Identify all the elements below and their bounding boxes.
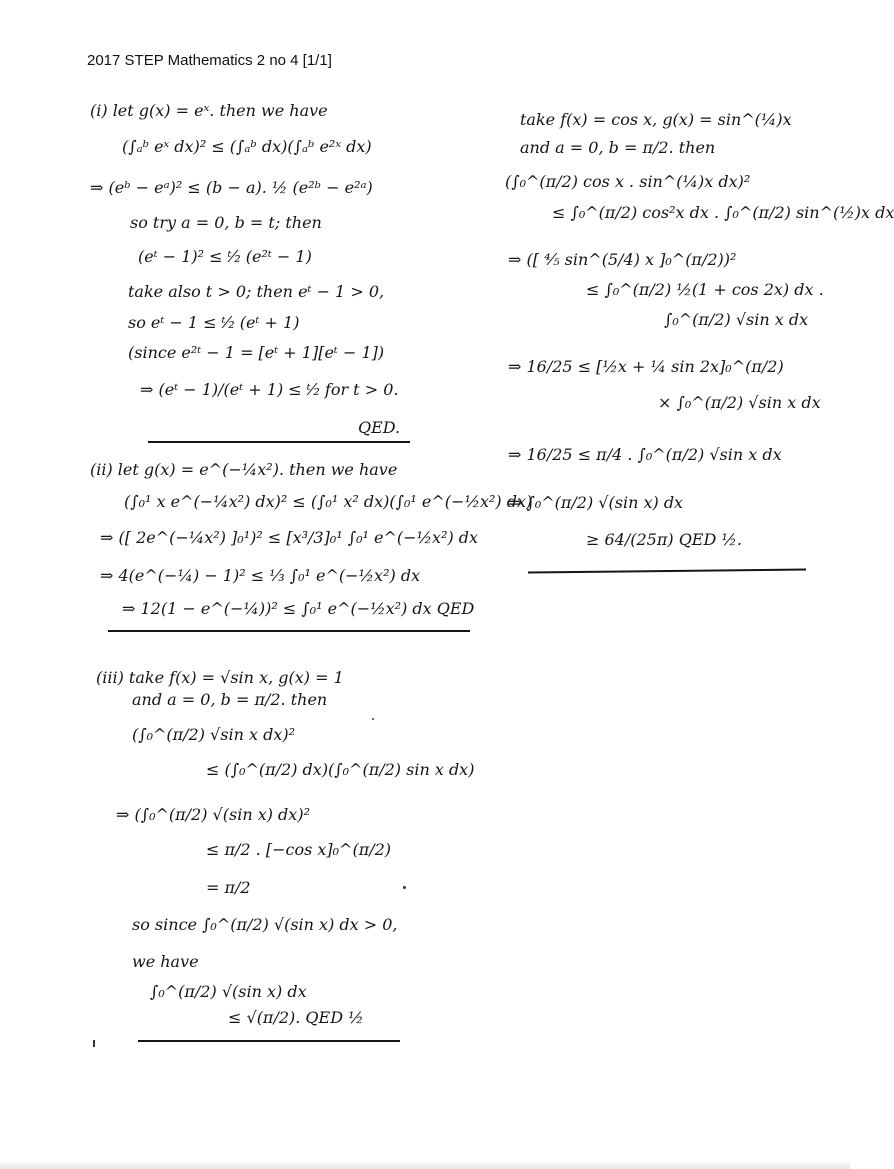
part-i-line-6: take also t > 0; then eᵗ − 1 > 0, — [128, 282, 385, 301]
part-iii-cont-line-8: ⇒ 16/25 ≤ [½x + ¼ sin 2x]₀^(π/2) — [508, 357, 784, 376]
part-iii-line-8: so since ∫₀^(π/2) √(sin x) dx > 0, — [132, 915, 398, 934]
part-iii-qed: ≤ √(π/2). QED ½ — [228, 1008, 364, 1027]
part-iii-line-2: and a = 0, b = π/2. then — [132, 690, 328, 709]
section-rule-3 — [138, 1040, 400, 1042]
part-iii-cont-line-1: take f(x) = cos x, g(x) = sin^(¼)x — [520, 110, 792, 129]
part-i-line-1: (i) let g(x) = eˣ. then we have — [90, 101, 328, 120]
part-i-qed: QED. — [358, 418, 401, 437]
part-i-line-4: so try a = 0, b = t; then — [130, 213, 322, 232]
part-i-line-2: (∫ₐᵇ eˣ dx)² ≤ (∫ₐᵇ dx)(∫ₐᵇ e²ˣ dx) — [122, 137, 372, 156]
scan-speck — [93, 1040, 95, 1047]
part-iii-cont-line-2: and a = 0, b = π/2. then — [520, 138, 716, 157]
part-iii-line-9: we have — [132, 952, 199, 971]
part-iii-cont-line-3: (∫₀^(π/2) cos x . sin^(¼)x dx)² — [505, 172, 751, 191]
page-header: 2017 STEP Mathematics 2 no 4 [1/1] — [87, 52, 332, 69]
part-iii-cont-line-7: ∫₀^(π/2) √sin x dx — [664, 310, 809, 329]
part-iii-line-7: = π/2 — [206, 878, 251, 897]
part-iii-line-10: ∫₀^(π/2) √(sin x) dx — [150, 982, 307, 1001]
scan-bottom-edge — [0, 1160, 850, 1169]
scan-speck — [403, 886, 406, 889]
part-ii-line-1: (ii) let g(x) = e^(−¼x²). then we have — [90, 460, 398, 479]
part-iii-cont-line-4: ≤ ∫₀^(π/2) cos²x dx . ∫₀^(π/2) sin^(½)x dx — [552, 203, 894, 222]
part-i-line-3: ⇒ (eᵇ − eᵃ)² ≤ (b − a). ½ (e²ᵇ − e²ᵃ) — [90, 178, 373, 197]
scan-speck — [372, 718, 374, 720]
part-i-line-8: (since e²ᵗ − 1 = [eᵗ + 1][eᵗ − 1]) — [128, 343, 385, 362]
part-iii-cont-line-11: ⇒ ∫₀^(π/2) √(sin x) dx — [508, 493, 684, 512]
part-ii-line-5: ⇒ 12(1 − e^(−¼))² ≤ ∫₀¹ e^(−½x²) dx QED — [122, 599, 475, 618]
part-ii-line-3: ⇒ ([ 2e^(−¼x²) ]₀¹)² ≤ [x³/3]₀¹ ∫₀¹ e^(−½x²) dx — [100, 528, 479, 547]
part-iii-cont-line-9: × ∫₀^(π/2) √sin x dx — [658, 393, 821, 412]
part-iii-cont-line-5: ⇒ ([ ⅘ sin^(5/4) x ]₀^(π/2))² — [508, 250, 737, 269]
part-iii-cont-qed: ≥ 64/(25π) QED ½. — [586, 530, 742, 549]
part-i-line-5: (eᵗ − 1)² ≤ ᵗ⁄₂ (e²ᵗ − 1) — [138, 247, 312, 266]
section-rule-4 — [528, 569, 806, 574]
part-iii-line-6: ≤ π/2 . [−cos x]₀^(π/2) — [206, 840, 392, 859]
section-rule-2 — [108, 630, 470, 632]
section-rule-1 — [148, 441, 410, 443]
part-iii-line-3: (∫₀^(π/2) √sin x dx)² — [132, 725, 295, 744]
part-iii-cont-line-10: ⇒ 16/25 ≤ π/4 . ∫₀^(π/2) √sin x dx — [508, 445, 782, 464]
part-iii-cont-line-6: ≤ ∫₀^(π/2) ½(1 + cos 2x) dx . — [586, 280, 824, 299]
part-iii-line-1: (iii) take f(x) = √sin x, g(x) = 1 — [96, 668, 344, 687]
part-i-line-9: ⇒ (eᵗ − 1)/(eᵗ + 1) ≤ ᵗ⁄₂ for t > 0. — [140, 380, 399, 399]
part-i-line-7: so eᵗ − 1 ≤ ᵗ⁄₂ (eᵗ + 1) — [128, 313, 300, 332]
part-ii-line-2: (∫₀¹ x e^(−¼x²) dx)² ≤ (∫₀¹ x² dx)(∫₀¹ e^(−½x²) dx) — [124, 492, 533, 511]
part-iii-line-5: ⇒ (∫₀^(π/2) √(sin x) dx)² — [116, 805, 310, 824]
part-iii-line-4: ≤ (∫₀^(π/2) dx)(∫₀^(π/2) sin x dx) — [206, 760, 475, 779]
part-ii-line-4: ⇒ 4(e^(−¼) − 1)² ≤ ⅓ ∫₀¹ e^(−½x²) dx — [100, 566, 421, 585]
